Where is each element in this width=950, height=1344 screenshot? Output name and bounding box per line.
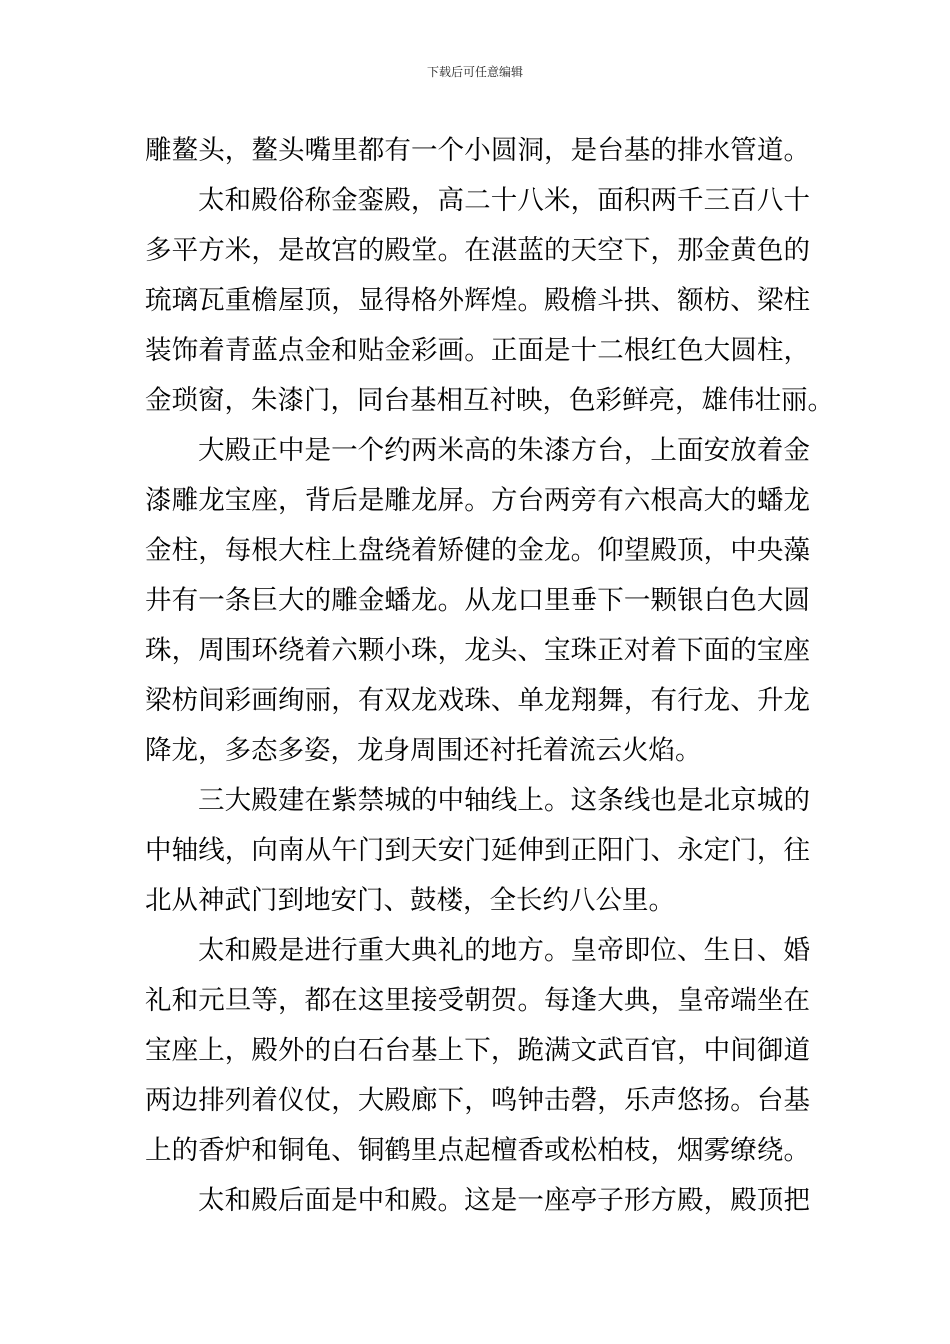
text-line: 礼和元旦等，都在这里接受朝贺。每逢大典，皇帝端坐在 — [145, 985, 810, 1016]
text-line: 太和殿是进行重大典礼的地方。皇帝即位、生日、婚 — [198, 935, 810, 966]
text-line: 漆雕龙宝座，背后是雕龙屏。方台两旁有六根高大的蟠龙 — [145, 485, 810, 516]
text-line: 上的香炉和铜龟、铜鹤里点起檀香或松柏枝，烟雾缭绕。 — [145, 1135, 810, 1166]
text-line: 太和殿后面是中和殿。这是一座亭子形方殿，殿顶把 — [198, 1185, 810, 1216]
text-line: 大殿正中是一个约两米高的朱漆方台，上面安放着金 — [198, 435, 810, 466]
text-line: 珠，周围环绕着六颗小珠，龙头、宝珠正对着下面的宝座 — [145, 635, 810, 666]
text-line: 金琐窗，朱漆门，同台基相互衬映，色彩鲜亮，雄伟壮丽。 — [145, 385, 834, 416]
text-line: 太和殿俗称金銮殿，高二十八米，面积两千三百八十 — [198, 185, 810, 216]
text-line: 北从神武门到地安门、鼓楼，全长约八公里。 — [145, 885, 675, 916]
text-line: 井有一条巨大的雕金蟠龙。从龙口里垂下一颗银白色大圆 — [145, 585, 810, 616]
text-line: 雕鳌头，鳌头嘴里都有一个小圆洞，是台基的排水管道。 — [145, 135, 810, 166]
text-line: 两边排列着仪仗，大殿廊下，鸣钟击磬，乐声悠扬。台基 — [145, 1085, 810, 1116]
text-line: 琉璃瓦重檐屋顶，显得格外辉煌。殿檐斗拱、额枋、梁柱 — [145, 285, 810, 316]
text-line: 梁枋间彩画绚丽，有双龙戏珠、单龙翔舞，有行龙、升龙 — [145, 685, 810, 716]
page-header: 下载后可任意编辑 — [426, 65, 523, 79]
text-line: 多平方米，是故宫的殿堂。在湛蓝的天空下，那金黄色的 — [145, 235, 810, 266]
text-line: 装饰着青蓝点金和贴金彩画。正面是十二根红色大圆柱， — [145, 335, 810, 366]
text-line: 中轴线，向南从午门到天安门延伸到正阳门、永定门，往 — [145, 835, 810, 866]
text-line: 金柱，每根大柱上盘绕着矫健的金龙。仰望殿顶，中央藻 — [145, 535, 810, 566]
text-line: 宝座上，殿外的白石台基上下，跪满文武百官，中间御道 — [145, 1035, 810, 1066]
text-line: 降龙，多态多姿，龙身周围还衬托着流云火焰。 — [145, 735, 702, 766]
body-text — [145, 126, 834, 1226]
text-line: 三大殿建在紫禁城的中轴线上。这条线也是北京城的 — [198, 785, 810, 816]
